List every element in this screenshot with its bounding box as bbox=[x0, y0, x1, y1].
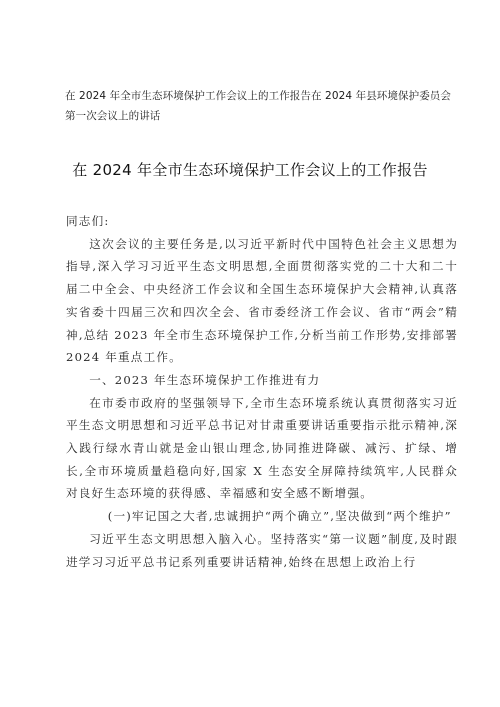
intro-paragraph: 这次会议的主要任务是,以习近平新时代中国特色社会主义思想为指导,深入学习习近平生态文明思想,全面贯彻落实党的二十大和二十届二中全会、中央经济工作会议和全国生态环境保护大会精神,认真落实省委十四届三次和四次全会、省市委经济工作会议、省市“两会”精神,总结 2023 年全市生态环境保护工作,分析当前工作形势,安排部署 2024 年重点工作。 bbox=[66, 236, 458, 365]
subsection-paragraph: 习近平生态文明思想入脑入心。坚持落实“第一议题”制度,及时跟进学习习近平总书记系列重要讲话精神,始终在思想上政治上行 bbox=[66, 531, 458, 569]
section-paragraph: 在市委市政府的坚强领导下,全市生态环境系统认真贯彻落实习近平生态文明思想和习近平总书记对甘肃重要讲话重要指示批示精神,深入践行绿水青山就是金山银山理念,协同推进降碳、减污、扩绿、增长,全市环境质量趋稳向好,国家 X 生态安全屏障持续筑牢,人民群众对良好生态环境的获得感、幸福感和安全感不断增强。 bbox=[66, 395, 458, 501]
document-title: 在 2024 年全市生态环境保护工作会议上的工作报告 bbox=[72, 161, 428, 179]
subsection-heading: (一)牢记国之大者,忠诚拥护“两个确立”,坚决做到“两个维护” bbox=[107, 509, 452, 524]
section-heading: 一、2023 年生态环境保护工作推进有力 bbox=[89, 372, 321, 387]
document-body bbox=[66, 210, 458, 573]
salutation: 同志们: bbox=[66, 214, 110, 228]
document-header: 在 2024 年全市生态环境保护工作会议上的工作报告在 2024 年县环境保护委员会第一次会议上的讲话 bbox=[65, 90, 451, 122]
